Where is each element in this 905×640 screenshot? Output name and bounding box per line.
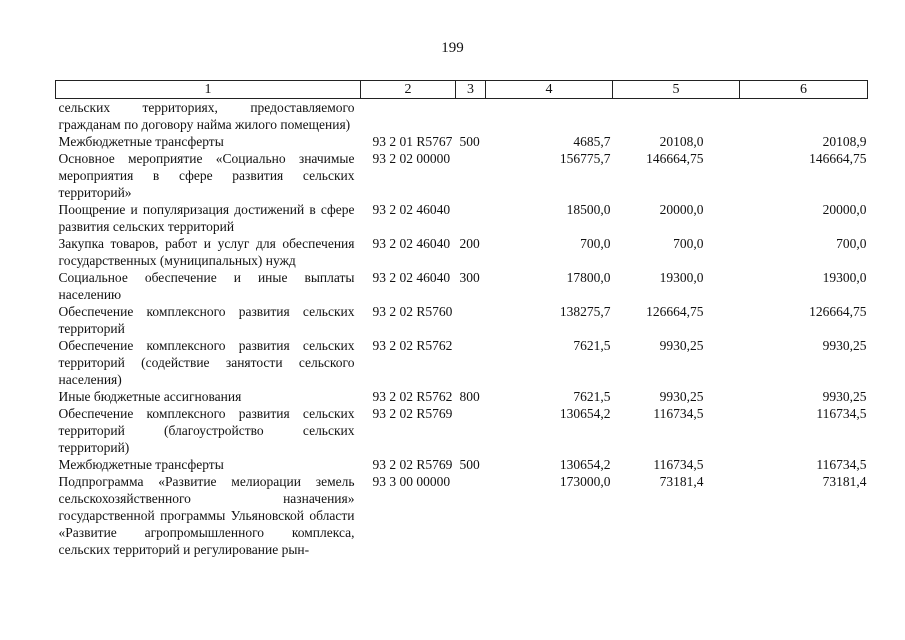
row-value-col5: 73181,4 — [659, 474, 704, 489]
row-name: Межбюджетные трансферты — [58, 457, 224, 472]
row-value-col5: 126664,75 — [646, 304, 704, 319]
row-name: Закупка товаров, работ и услуг для обеспечения государственных (муниципальных) нужд — [58, 236, 355, 268]
row-code: 93 2 02 46040 — [372, 270, 451, 285]
row-value-col6: 20000,0 — [822, 202, 867, 217]
row-expense-type: 800 — [459, 389, 480, 404]
header-col-1: 1 — [56, 81, 361, 99]
row-name: Иные бюджетные ассигнования — [58, 389, 242, 404]
row-value-col5: 20108,0 — [659, 134, 704, 149]
row-value-col6: 116734,5 — [816, 457, 867, 472]
row-value-col5: 20000,0 — [659, 202, 704, 217]
row-value-col4: 18500,0 — [566, 202, 611, 217]
row-name: Подпрограмма «Развитие мелиорации земель сельскохозяйственного назначения» государственной программы Ульяновской области «Развитие агропромышленного комплекса, сельских территорий и регулирование рын- — [58, 474, 355, 557]
header-col-5: 5 — [613, 81, 740, 99]
row-value-col4: 700,0 — [580, 236, 611, 251]
table-row — [56, 388, 868, 405]
row-name: Межбюджетные трансферты — [58, 134, 224, 149]
table-row — [56, 201, 868, 235]
header-col-2: 2 — [361, 81, 456, 99]
row-value-col6 — [740, 99, 868, 134]
row-code: 93 2 02 R5760 — [372, 304, 453, 319]
table-row — [56, 405, 868, 456]
row-value-col5: 19300,0 — [659, 270, 704, 285]
row-code: 93 3 00 00000 — [372, 474, 451, 489]
row-expense-type: 200 — [459, 236, 480, 251]
row-value-col5: 146664,75 — [646, 151, 704, 166]
row-value-col4: 173000,0 — [559, 474, 611, 489]
row-code: 93 2 01 R5767 — [372, 134, 453, 149]
row-value-col4: 4685,7 — [573, 134, 611, 149]
row-code: 93 2 02 R5762 — [372, 338, 453, 353]
row-value-col6: 146664,75 — [809, 151, 867, 166]
row-code: 93 2 02 46040 — [372, 202, 451, 217]
header-col-3: 3 — [456, 81, 486, 99]
row-value-col6: 9930,25 — [822, 338, 867, 353]
table-row — [56, 150, 868, 201]
row-expense-type — [456, 405, 486, 456]
row-expense-type — [456, 337, 486, 388]
table-row — [56, 235, 868, 269]
row-value-col4: 130654,2 — [559, 406, 611, 421]
row-name: сельских территориях, предоставляемого гражданам по договору найма жилого помещения) — [58, 100, 355, 132]
row-expense-type: 500 — [459, 457, 480, 472]
row-expense-type — [456, 99, 486, 134]
row-value-col5: 9930,25 — [659, 389, 704, 404]
table-row — [56, 473, 868, 558]
row-value-col5: 9930,25 — [659, 338, 704, 353]
row-name: Поощрение и популяризация достижений в сфере развития сельских территорий — [58, 202, 355, 234]
header-col-4: 4 — [486, 81, 613, 99]
header-col-6: 6 — [740, 81, 868, 99]
row-value-col6: 73181,4 — [822, 474, 867, 489]
row-value-col6: 700,0 — [836, 236, 867, 251]
row-name: Основное мероприятие «Социально значимые мероприятия в сфере развития сельских территорий» — [58, 151, 355, 200]
row-value-col6: 9930,25 — [822, 389, 867, 404]
row-expense-type: 500 — [459, 134, 480, 149]
table-row — [56, 133, 868, 150]
row-code: 93 2 02 R5762 — [372, 389, 453, 404]
row-code: 93 2 02 R5769 — [372, 457, 453, 472]
row-expense-type: 300 — [459, 270, 480, 285]
row-expense-type — [456, 473, 486, 558]
row-expense-type — [456, 150, 486, 201]
row-code: 93 2 02 R5769 — [372, 406, 453, 421]
row-code: 93 2 02 46040 — [372, 236, 451, 251]
row-expense-type — [456, 201, 486, 235]
budget-table — [55, 80, 868, 558]
row-name: Обеспечение комплексного развития сельских территорий — [58, 304, 355, 336]
row-name: Обеспечение комплексного развития сельских территорий (содействие занятости сельского населения) — [58, 338, 355, 387]
row-value-col5: 116734,5 — [653, 406, 704, 421]
row-value-col5 — [613, 99, 740, 134]
row-value-col4: 138275,7 — [559, 304, 611, 319]
row-code — [361, 99, 456, 134]
table-row — [56, 269, 868, 303]
row-name: Обеспечение комплексного развития сельских территорий (благоустройство сельских территорий) — [58, 406, 355, 455]
row-value-col4: 7621,5 — [573, 338, 611, 353]
row-value-col4: 130654,2 — [559, 457, 611, 472]
row-value-col5: 700,0 — [673, 236, 704, 251]
row-value-col6: 20108,9 — [822, 134, 867, 149]
table-row — [56, 337, 868, 388]
table-row — [56, 456, 868, 473]
row-name: Социальное обеспечение и иные выплаты населению — [58, 270, 355, 302]
row-value-col6: 116734,5 — [816, 406, 867, 421]
row-value-col4: 156775,7 — [559, 151, 611, 166]
row-value-col5: 116734,5 — [653, 457, 704, 472]
row-expense-type — [456, 303, 486, 337]
row-value-col4: 7621,5 — [573, 389, 611, 404]
row-value-col6: 126664,75 — [809, 304, 867, 319]
table-row — [56, 99, 868, 134]
row-value-col4: 17800,0 — [566, 270, 611, 285]
row-value-col4 — [486, 99, 613, 134]
page-number: 199 — [441, 40, 464, 56]
row-code: 93 2 02 00000 — [372, 151, 451, 166]
header-row — [56, 81, 868, 99]
table-row — [56, 303, 868, 337]
row-value-col6: 19300,0 — [822, 270, 867, 285]
